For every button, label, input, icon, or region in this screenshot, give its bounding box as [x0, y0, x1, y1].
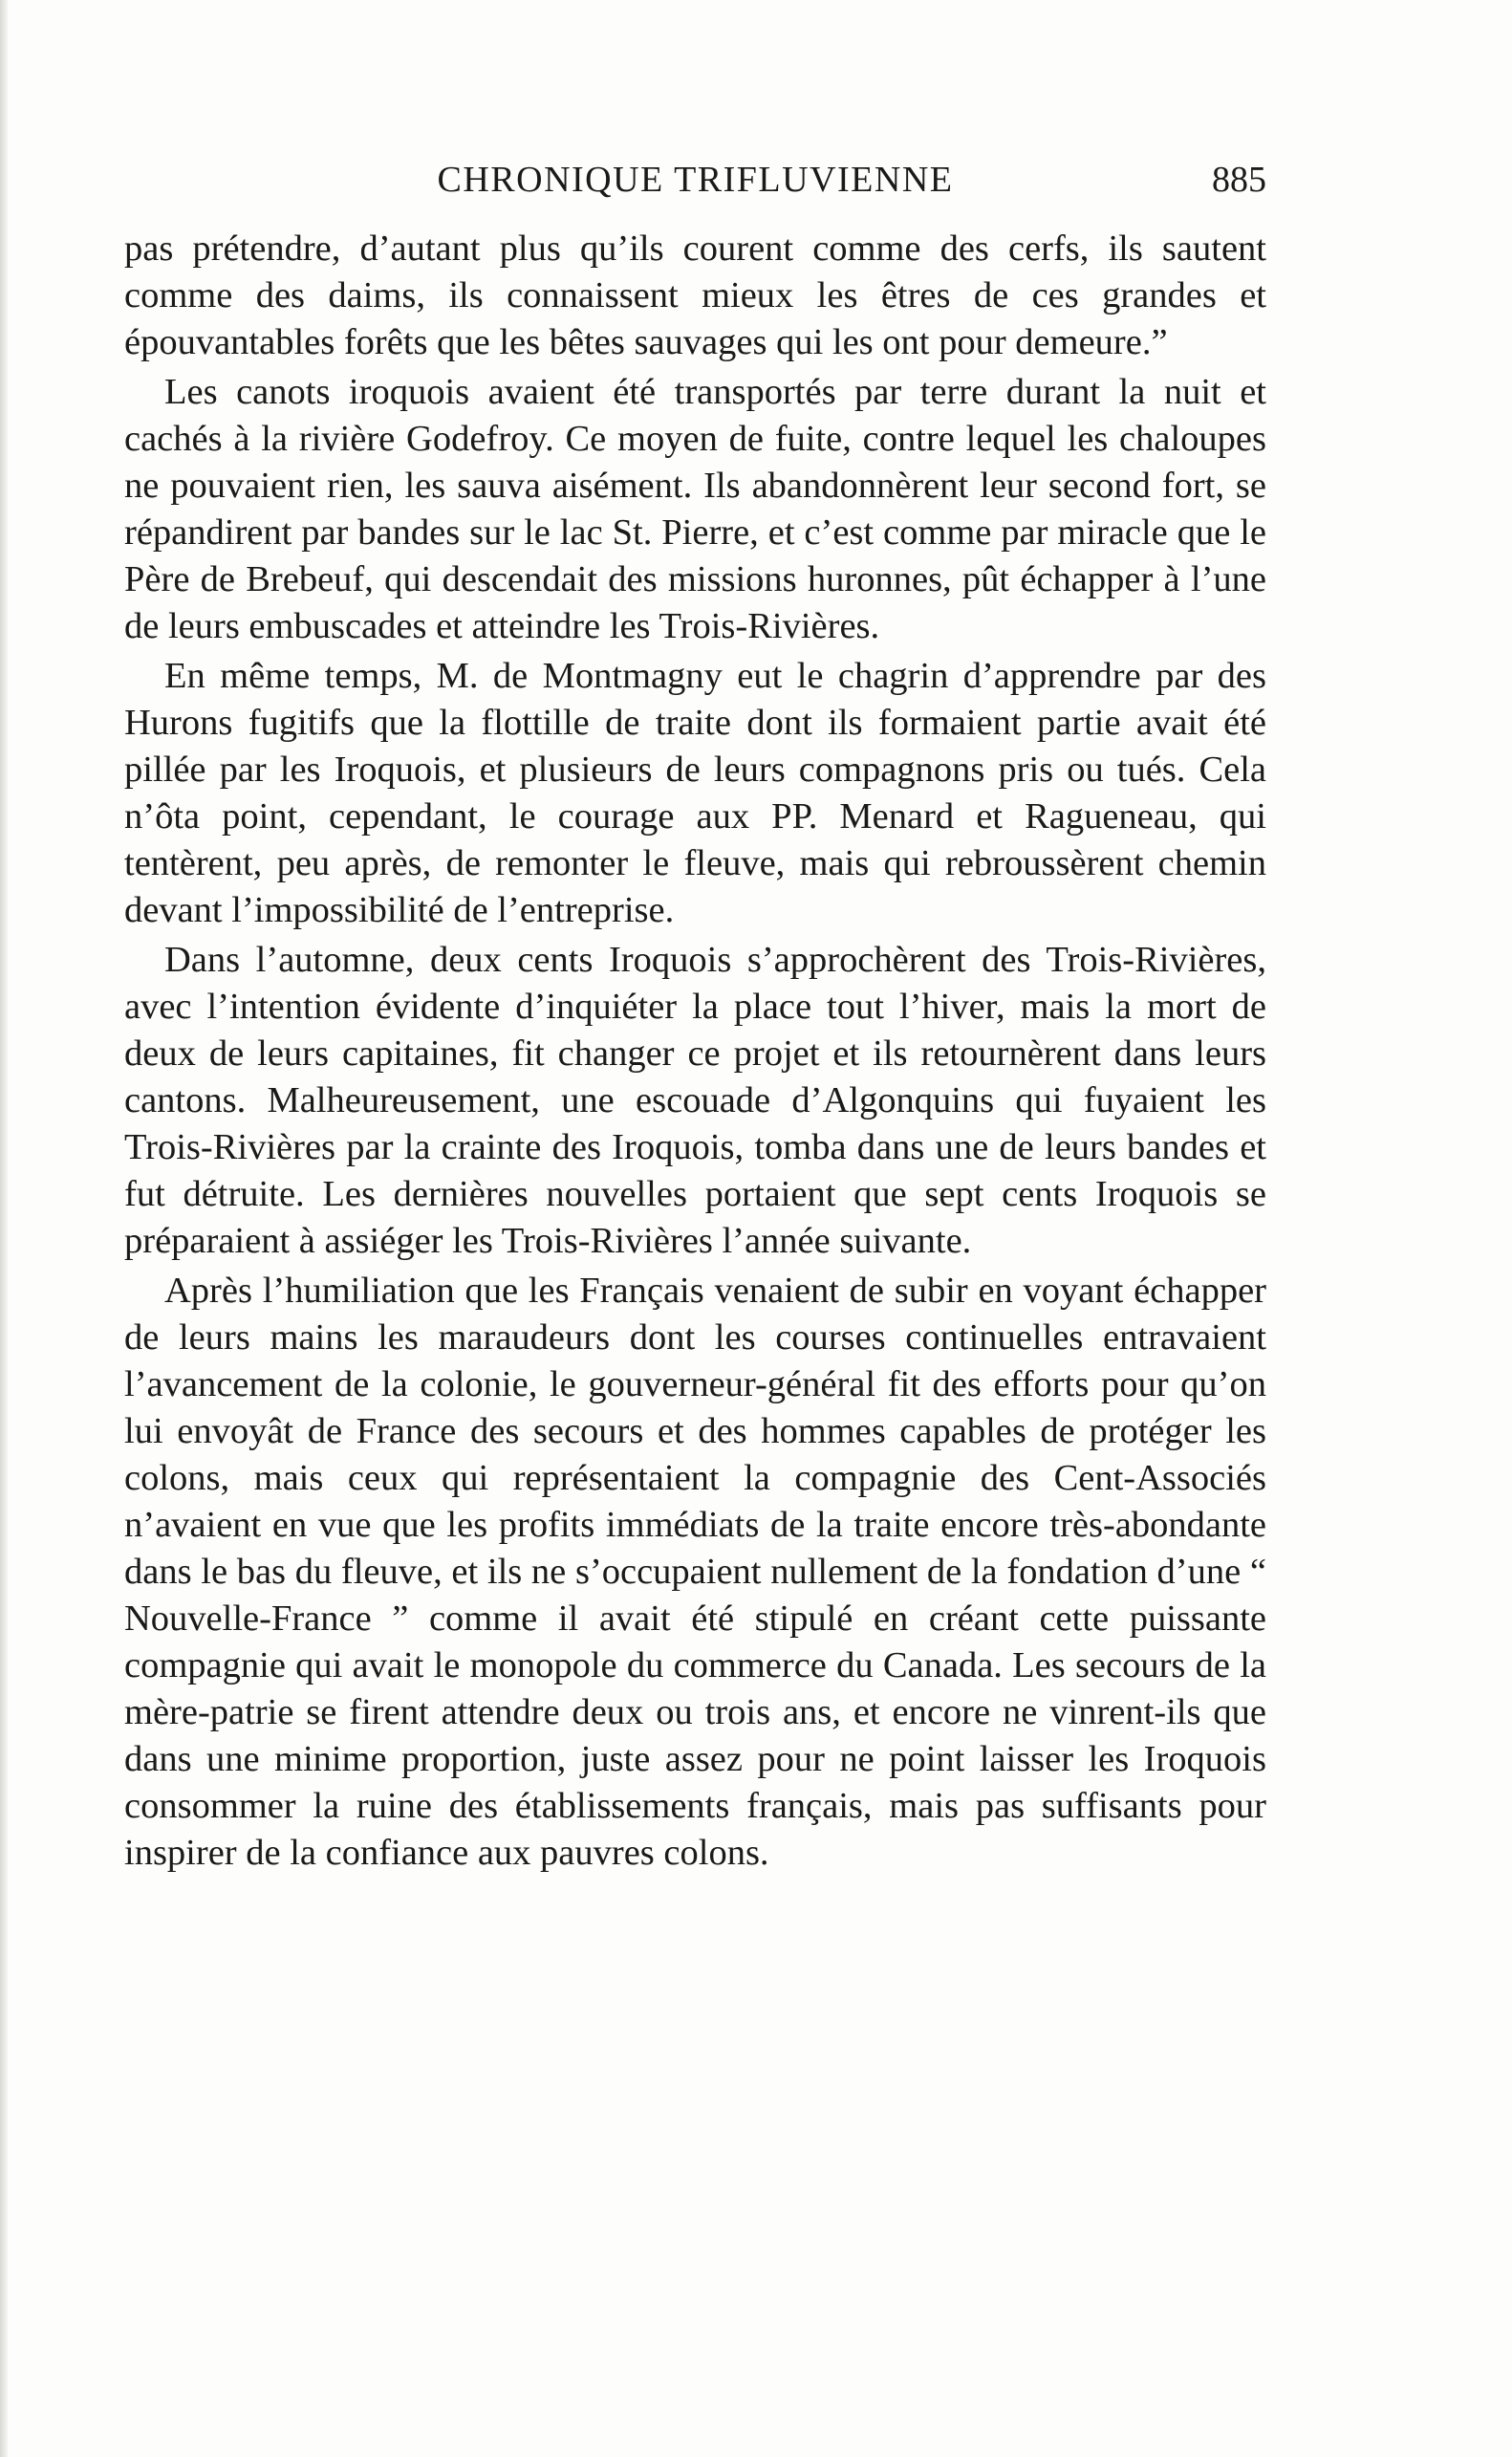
- page-number: 885: [1212, 160, 1266, 200]
- scan-edge: [0, 0, 8, 2457]
- body-text: [124, 226, 1266, 1880]
- paragraph-5: Après l’humiliation que les Français venaient de subir en voyant échapper de leurs mains les maraudeurs dont les courses continuelles entravaient l’avancement de la colonie, le gouverneur-général fit des efforts pour qu’on lui envoyât de France des secours et des hommes capables de protéger les colons, mais ceux qui représentaient la compagnie des Cent-Associés n’avaient en vue que les profits immédiats de la traite encore très-abondante dans le bas du fleuve, et ils ne s’occupaient nullement de la fondation d’une “ Nouvelle-France ” comme il avait été stipulé en créant cette puissante compagnie qui avait le monopole du commerce du Canada. Les secours de la mère-patrie se firent attendre deux ou trois ans, et encore ne vinrent-ils que dans une minime proportion, juste assez pour ne point laisser les Iroquois consommer la ruine des établissements français, mais pas suffisants pour inspirer de la confiance aux pauvres colons.: [124, 1271, 1266, 1873]
- running-title: CHRONIQUE TRIFLUVIENNE: [437, 160, 954, 200]
- paragraph-1: pas prétendre, d’autant plus qu’ils courent comme des cerfs, ils sautent comme des daims, ils connaissent mieux les êtres de ces grandes et épouvantables forêts que les bêtes sauvages qui les ont pour demeure.”: [124, 228, 1266, 362]
- paragraph-2: Les canots iroquois avaient été transportés par terre durant la nuit et cachés à la rivière Godefroy. Ce moyen de fuite, contre lequel les chaloupes ne pouvaient rien, les sauva aisément. Ils abandonnèrent leur second fort, se répandirent par bandes sur le lac St. Pierre, et c’est comme par miracle que le Père de Brebeuf, qui descendait des missions huronnes, pût échapper à l’une de leurs embuscades et atteindre les Trois-Rivières.: [124, 372, 1266, 646]
- page-header: [124, 153, 1266, 207]
- paragraph-4: Dans l’automne, deux cents Iroquois s’approchèrent des Trois-Rivières, avec l’intention évidente d’inquiéter la place tout l’hiver, mais la mort de deux de leurs capitaines, fit changer ce projet et ils retournèrent dans leurs cantons. Malheureusement, une escouade d’Algonquins qui fuyaient les Trois-Rivières par la crainte des Iroquois, tomba dans une de leurs bandes et fut détruite. Les dernières nouvelles portaient que sept cents Iroquois se préparaient à assiéger les Trois-Rivières l’année suivante.: [124, 940, 1266, 1261]
- paragraph-3: En même temps, M. de Montmagny eut le chagrin d’apprendre par des Hurons fugitifs que la flottille de traite dont ils formaient partie avait été pillée par les Iroquois, et plusieurs de leurs compagnons pris ou tués. Cela n’ôta point, cependant, le courage aux PP. Menard et Ragueneau, qui tentèrent, peu après, de remonter le fleuve, mais qui rebroussèrent chemin devant l’impossibilité de l’entreprise.: [124, 656, 1266, 930]
